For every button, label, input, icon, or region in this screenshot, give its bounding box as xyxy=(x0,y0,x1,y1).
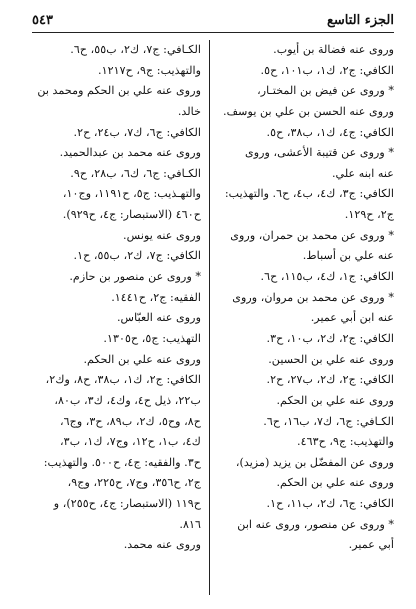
page-number: ٥٤٣ xyxy=(32,13,53,28)
text-line: أبي عمير. xyxy=(348,538,394,552)
text-line: الكافي: ج٢، ك٢، ب١٠، ح٣. xyxy=(266,331,394,345)
text-line: والتهـذيب: ج٥، ح١١٩١، وج١٠، xyxy=(62,187,201,201)
text-line: * وروى عن منصور بن حازم. xyxy=(69,270,201,284)
text-line: وروى عنه فضالة بن أيوب. xyxy=(273,43,394,56)
text-line: ج٢، ح١٢٩. xyxy=(344,208,394,222)
text-line: * وروى عن فيض بن المختـار، xyxy=(257,84,394,98)
text-line: ح١١٩ (الاستبصار: ج٤، ح٢٥٥)، و xyxy=(53,497,201,511)
text-line: الكـافي: ج٦، ك٧، ب١٦، ح٦. xyxy=(263,414,394,428)
text-line: وروى عنه الحسن بن علي بن يوسف. xyxy=(223,104,394,118)
text-line: وروى عن المفضّل بن يزيد (مزيد)، xyxy=(235,455,394,469)
text-line: الكافي: ج٤، ك١، ب٣٨، ح٥. xyxy=(266,125,394,139)
column-divider xyxy=(209,40,210,595)
text-line: وروى عنه علي بن الحكم. xyxy=(276,393,394,407)
text-line: الفقيه: ج٢، ح١٤٤١. xyxy=(111,290,201,304)
text-line: * وروى عن محمد بن حمران، وروى xyxy=(230,228,394,242)
text-line: خالد. xyxy=(177,104,201,118)
text-line: ك٤، ب١، ح١٢، وج٧، ك١، ب٣، xyxy=(60,435,201,449)
text-line: الكافي: ج٣، ك٤، ب٤، ح٦. والتهذيب: xyxy=(224,187,394,201)
text-line: الكافي: ج٦، ك٢، ب١١، ح١. xyxy=(266,497,394,511)
text-line: * وروى عن قتيبة الأعشى، وروى xyxy=(244,146,394,160)
text-line: الكـافي: ج٦، ك٦، ب٢٨، ح٩. xyxy=(70,166,201,180)
text-line: وروى عنه محمد بن عبدالحميد. xyxy=(59,146,201,160)
text-line: وروى عنه علي بن الحسين. xyxy=(268,352,394,366)
text-line: ح٣. والفقيه: ج٤، ح٥٠٠. والتهذيب: xyxy=(43,455,201,469)
text-line: عنه علي بن أسباط. xyxy=(302,249,394,263)
text-line: التهذيب: ج٥، ح١٣٠٥. xyxy=(103,331,201,345)
text-line: * وروى عن محمد بن مروان، وروى xyxy=(232,290,394,304)
text-line: الكافي: ج٢، ك١، ب٣٨، ح٨، وك٢، xyxy=(45,373,201,387)
text-line: وروى عنه العبّاس. xyxy=(116,311,201,325)
text-line: عنه ابنه علي. xyxy=(331,166,394,180)
text-line: والتهذيب: ج٩، ح٤٦٣. xyxy=(297,435,394,449)
text-line: * وروى عن منصور، وروى عنه ابن xyxy=(237,517,394,531)
text-line: والتهذيب: ج٩، ح١٢١٧. xyxy=(98,63,201,77)
text-line: الكافي: ج٢، ك٢، ب٢٧، ح٢. xyxy=(266,373,394,387)
text-line: الكافي: ج٢، ك١، ب١٠١، ح٥. xyxy=(260,63,394,77)
left-column xyxy=(36,40,201,556)
text-line: وروى عنه يونس. xyxy=(123,228,201,242)
text-line: وروى عنه علي بن الحكم. xyxy=(276,476,394,490)
text-line: ح٤٦٠ (الاستبصار: ج٤، ح٩٢٩). xyxy=(62,208,201,222)
text-line: الكافي: ج٦، ك٧، ب٢٤، ح٢. xyxy=(73,125,201,139)
text-line: الكافي: ج١، ك٤، ب١١٥، ح٦. xyxy=(260,270,394,284)
right-column xyxy=(220,40,394,556)
text-line: ٨١٦. xyxy=(179,517,201,531)
text-line: الكافي: ج٧، ك٢، ب٥٥، ح١. xyxy=(73,249,201,263)
text-line: ح٨، وح٥، ك٢، ب٨٩، ح٣، وج٦، xyxy=(59,414,201,428)
text-line: ج٢، ح٣٥٦، وج٧، ح٢٢٥، وج٩، xyxy=(67,476,201,490)
text-line: الكـافي: ج٧، ك٢، ب٥٥، ح٦. xyxy=(70,43,201,56)
text-line: وروى عنه محمد. xyxy=(123,538,201,552)
text-line: وروى عنه علي بن الحكم. xyxy=(83,352,201,366)
text-line: عنه ابن أبي عمير. xyxy=(310,311,394,325)
header-rule xyxy=(32,32,394,33)
text-line: وروى عنه علي بن الحكم ومحمد بن xyxy=(37,84,201,98)
text-line: ب٢٢، ذيل ح٤، وك٤، ك٣، ب٨٠، xyxy=(54,393,201,407)
running-title: الجزء التاسع xyxy=(326,13,394,28)
